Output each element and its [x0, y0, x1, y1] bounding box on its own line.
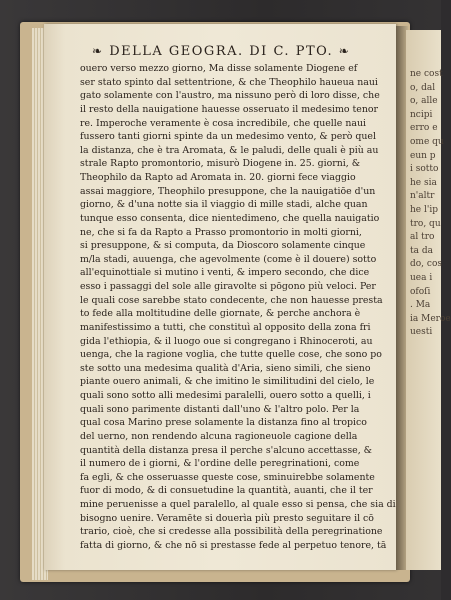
- text-line: mine peruenisse a quel paralello, al quale esso si pensa, che sia di: [80, 499, 396, 510]
- facing-text-line: ome qu: [410, 136, 444, 147]
- text-line: strale Rapto promontorio, misurò Diogene in. 25. giorni, &: [80, 158, 361, 170]
- facing-text-line: ofoſi: [410, 286, 431, 297]
- text-line: del uerno, non rendendo alcuna ragioneuole cagione della: [80, 430, 358, 442]
- facing-text-line: ne cost: [410, 69, 443, 79]
- facing-text-line: ta da: [410, 245, 433, 256]
- facing-text-line: do, cos: [410, 259, 442, 270]
- text-line: ouero verso mezzo giorno, Ma disse solamente Diogene ef: [80, 63, 358, 74]
- text-line: gato solamente con l'austro, ma nissuno però di loro disse, che: [80, 90, 380, 102]
- text-line: re. Imperoche veramente è cosa incredibile, che quelle naui: [80, 117, 366, 129]
- text-line: il numero de i giorni, & l'ordine delle peregrinationi, come: [80, 458, 360, 470]
- text-line: giorno, & d'una notte sia il viaggio di mille stadi, alche quan: [80, 199, 368, 211]
- text-line: le quali cose sarebbe stato condecente, che non hauesse presta: [80, 294, 383, 306]
- facing-text-line: tro, qu: [410, 218, 441, 229]
- facing-text-line: . Ma: [410, 300, 431, 311]
- facing-text-line: o, alle: [410, 96, 438, 107]
- text-line: uenga, che la ragione voglia, che tutte quelle cose, che sono po: [80, 349, 382, 361]
- text-line: fussero tanti giorni spinte da un medesimo vento, & però quel: [80, 131, 376, 143]
- text-line: quali sono sotto alli medesimi paralelli, ouero sotto a quelli, i: [80, 390, 371, 401]
- text-line: all'equinottiale si mutino i venti, & impero secondo, che dice: [80, 267, 370, 279]
- text-line: ser stato spinto dal settentrione, & che Theophilo haueua naui: [80, 76, 378, 88]
- text-line: assai maggiore, Theophilo presuppone, che la nauigatiōe d'un: [80, 185, 376, 197]
- text-line: si presuppone, & si computa, da Dioscoro solamente cinque: [80, 240, 366, 252]
- facing-text-line: uea i: [410, 272, 433, 283]
- facing-text-line: ncipi: [410, 109, 433, 120]
- page-body-text: [80, 62, 398, 553]
- text-line: la distanza, che è tra Aromata, & le paludi, delle quali è più au: [80, 144, 379, 156]
- facing-text-line: o, dal: [410, 82, 436, 93]
- text-line: quantità della distanza presa il perche s'alcuno accettasse, &: [80, 444, 372, 456]
- text-line: ne, che si fa da Rapto a Prasso promontorio in molti giorni,: [80, 226, 362, 238]
- text-line: il resto della nauigatione hauesse osseruato il medesimo tenor: [80, 103, 378, 115]
- text-line: ste sotto una medesima qualità d'Aria, sieno simili, che sieno: [80, 362, 371, 374]
- text-line: piante ouero animali, & che imitino le similitudini del cielo, le: [80, 376, 375, 388]
- facing-text-line: he l'ip: [410, 204, 438, 215]
- text-line: qual cosa Marino prese solamente la distanza fino al tropico: [80, 417, 367, 429]
- facing-page-text: [410, 68, 451, 340]
- text-line: trario, cioè, che si credesse alla possibilità della peregrinatione: [80, 526, 383, 538]
- text-line: tunque esso consenta, dice nientedimeno, che quella nauigatio: [80, 212, 380, 224]
- facing-text-line: uesti: [410, 327, 433, 338]
- fleuron-left-icon: ❧: [92, 44, 104, 58]
- text-line: m/la stadi, auuenga, che agevolmente (come è il douere) sotto: [80, 253, 377, 265]
- text-line: quali sono parimente distanti dall'uno & l'altro polo. Per la: [80, 403, 360, 415]
- running-header: [92, 44, 392, 59]
- facing-text-line: eun p: [410, 150, 436, 161]
- text-line: fatta di giorno, & che nō si prestasse fede al perpetuo tenore, tā: [80, 539, 387, 551]
- text-line: manifestissimo a tutti, che constituì al opposito della zona fri: [80, 321, 371, 333]
- facing-text-line: i sotto: [410, 164, 439, 175]
- facing-text-line: al tro: [410, 232, 435, 243]
- text-line: Theophilo da Rapto ad Aromata in. 20. giorni fece viaggio: [80, 172, 356, 183]
- facing-text-line: n'altr: [410, 191, 435, 202]
- text-line: bisogno uenire. Veramēte si douerìa più presto seguitare il cō: [80, 512, 374, 524]
- fleuron-right-icon: ❧: [338, 44, 351, 58]
- facing-text-line: ia Meroe: [410, 313, 451, 324]
- facing-text-line: erro e: [410, 123, 438, 134]
- text-line: fa egli, & che osseruasse queste cose, sminuirebbe solamente: [80, 471, 375, 483]
- text-line: to fede alla moltitudine delle giornate, & perche anchora è: [80, 308, 361, 320]
- facing-text-line: he sia: [410, 177, 437, 188]
- running-header-title: DELLA GEOGRA. DI C. PTO.: [109, 44, 334, 59]
- text-line: esso i passaggi del sole alle giravolte si pōgono più veloci. Per: [80, 281, 376, 292]
- text-line: fuor di modo, & di consuetudine la quantità, auanti, che il ter: [80, 485, 373, 497]
- text-line: gida l'ethiopia, & il luogo oue si congregano i Rhinoceroti, au: [80, 335, 373, 347]
